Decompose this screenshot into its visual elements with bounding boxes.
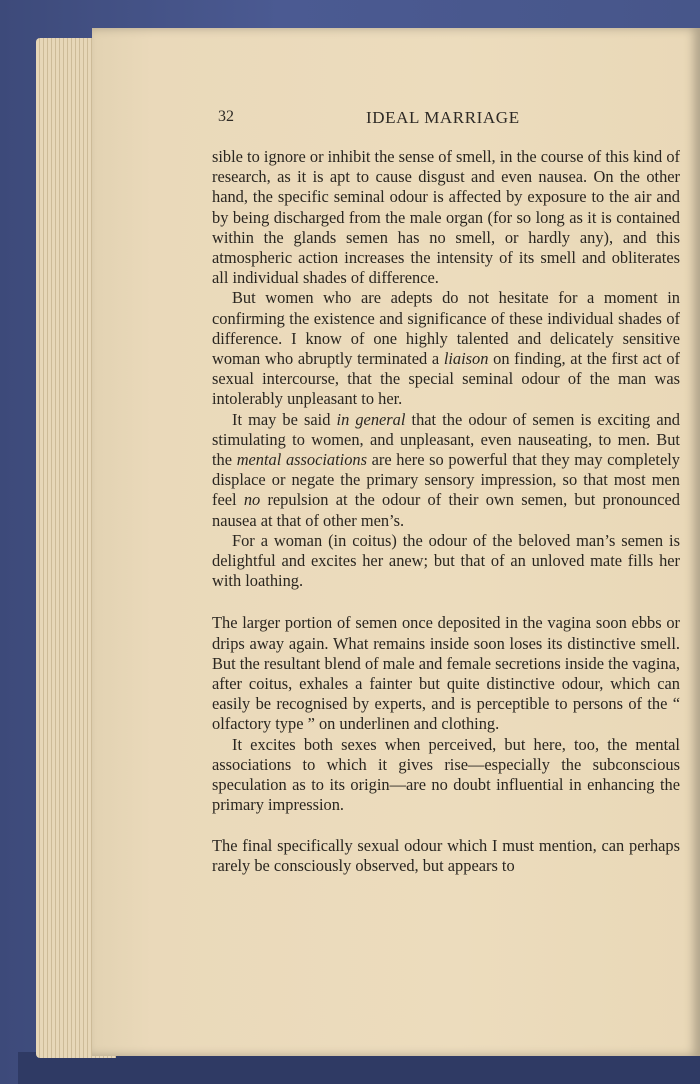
book-cover-bottom-edge [18, 1052, 700, 1084]
italic-text: liaison [443, 349, 489, 369]
text-run: It excites both sexes when perceived, but here, too, the mental associations to which it gives rise—especially the subconscious speculation as to its origin—are no doubt influential in enhancing the primary impression. [212, 734, 680, 815]
body-text [212, 147, 680, 876]
italic-text: in general [336, 409, 406, 429]
paragraph [212, 531, 680, 592]
paragraph [212, 410, 680, 531]
page-number: 32 [218, 108, 234, 125]
text-run: The larger portion of semen once deposited in the vagina soon ebbs or drips away again. What remains inside soon loses its distinctive smell. But the resultant blend of male and female secretions inside the vagina, after coitus, exhales a fainter but quite distinctive odour, which can easily be recognised by experts, and is perceptible to persons of the “ olfactory type ” on underlinen and clothing. [212, 613, 680, 734]
paragraph [212, 613, 680, 734]
paragraph [212, 735, 680, 816]
paragraph [212, 288, 680, 409]
text-run: The final specifically sexual odour which I must mention, can perhaps rarely be consciously observed, but appears to [212, 835, 680, 875]
italic-text: no [243, 490, 261, 510]
paragraph [212, 147, 680, 288]
text-run: For a woman (in coitus) the odour of the beloved man’s semen is delightful and excites her anew; but that of an unloved mate fills her with loathing. [212, 530, 680, 591]
text-run: that the odour of semen is exciting and stimulating to women, and unpleasant, even nauseating, to men. But the [212, 409, 681, 470]
text-run: But women who are adepts do not hesitate for a moment in confirming the existence and significance of these individual shades of difference. I know of one highly talented and delicately sensitive woman who abruptly terminated a [212, 288, 680, 369]
text-run: sible to ignore or inhibit the sense of smell, in the course of this kind of research, as it is apt to cause disgust and even nausea. On the other hand, the specific seminal odour is affected by exposure to the air and by being discharged from the male organ (for so long as it is contained within the glands semen has no smell, or hardly any), and this atmospheric action increases the intensity of its smell and obliterates all individual shades of difference. [212, 147, 680, 288]
page-header [218, 108, 688, 132]
text-run: are here so powerful that they may completely displace or negate the primary sensory impression, so that most men feel [212, 450, 680, 510]
text-run: on finding, at the first act of sexual intercourse, that the special seminal odour of the man was intolerably unpleasant to her. [212, 349, 680, 409]
text-run: repulsion at the odour of their own semen, but pronounced nausea at that of other men’s. [212, 490, 680, 530]
running-title: IDEAL MARRIAGE [366, 108, 520, 127]
text-run: It may be said [232, 409, 337, 429]
italic-text: mental associations [236, 450, 367, 470]
paragraph [212, 836, 680, 876]
